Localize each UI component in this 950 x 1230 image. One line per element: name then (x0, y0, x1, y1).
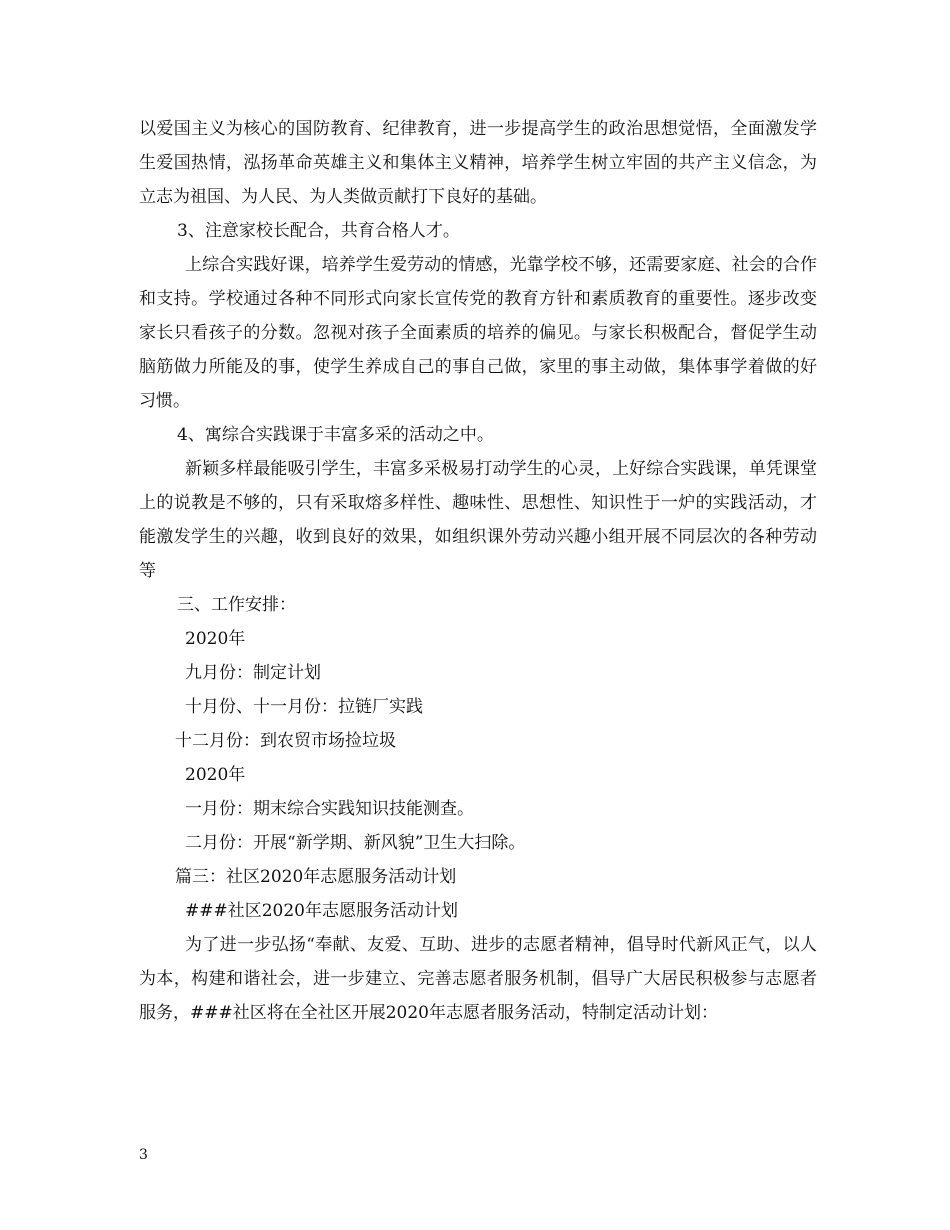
paragraph-patriotic-education: 以爱国主义为核心的国防教育、纪律教育，进一步提高学生的政治思想觉悟，全面激发学生爱国热情，泓扬革命英雄主义和集体主义精神，培养学生树立牢固的共产主义信念，为立志为祖国、为人民、为人类做贡献打下良好的基础。 (139, 119, 817, 207)
heading-practice-activities: 4、寓综合实践课于丰富多采的活动之中。 (177, 425, 494, 445)
schedule-january: 一月份：期末综合实践知识技能测查。 (185, 799, 474, 819)
page-number: 3 (139, 1147, 148, 1163)
heading-work-schedule: 三、工作安排： (177, 595, 296, 615)
schedule-february: 二月份：开展“新学期、新风貌”卫生大扫除。 (185, 833, 526, 853)
document-body (139, 112, 817, 1030)
section-title-volunteer-plan: 篇三：社区2020年志愿服务活动计划 (175, 867, 457, 887)
paragraph-home-school-cooperation: 上综合实践好课，培养学生爱劳动的情感，光靠学校不够，还需要家庭、社会的合作和支持。学校通过各种不同形式向家长宣传党的教育方针和素质教育的重要性。逐步改变家长只看孩子的分数。忽视对孩子全面素质的培养的偏见。与家长积极配合，督促学生动脑筋做力所能及的事，使学生养成自己的事自己做，家里的事主动做，集体事学着做的好习惯。 (139, 255, 817, 411)
subtitle-volunteer-plan: ###社区2020年志愿服务活动计划 (185, 901, 458, 921)
schedule-december: 十二月份：到农贸市场捡垃圾 (175, 731, 396, 751)
paragraph-practice-activities: 新颖多样最能吸引学生，丰富多采极易打动学生的心灵，上好综合实践课，单凭课堂上的说教是不够的，只有采取熔多样性、趣味性、思想性、知识性于一炉的实践活动，才能激发学生的兴趣，收到良好的效果，如组织课外劳动兴趣小组开展不同层次的各种劳动等 (139, 459, 817, 581)
schedule-october-november: 十月份、十一月份：拉链厂实践 (185, 697, 423, 717)
schedule-september: 九月份：制定计划 (185, 663, 321, 683)
schedule-year-1: 2020年 (185, 629, 246, 649)
paragraph-volunteer-plan: 为了进一步弘扬“奉献、友爱、互助、进步的志愿者精神，倡导时代新风正气，以人为本，构建和谐社会，进一步建立、完善志愿者服务机制，倡导广大居民积极参与志愿者服务，###社区将在全社区开展2020年志愿者服务活动，特制定活动计划： (139, 935, 817, 1023)
heading-home-school-cooperation: 3、注意家校长配合，共育合格人才。 (177, 221, 460, 241)
schedule-year-2: 2020年 (185, 765, 246, 785)
